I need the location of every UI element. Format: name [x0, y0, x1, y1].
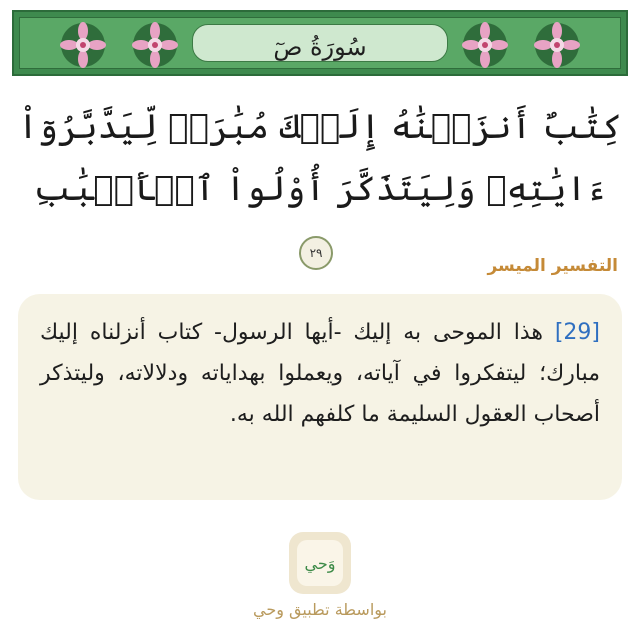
tafsir-text: [40, 312, 600, 435]
tafsir-body: هذا الموحى به إليك -أيها الرسول- كتاب أنزلناه إليك مبارك؛ ليتفكروا في آياته، ويعملوا بهداياته ودلالاته، وليتذكر أصحاب العقول السليمة ما كلفهم الله به.: [40, 320, 600, 427]
wahy-app-logo: [289, 532, 351, 594]
right-inner-rosette-icon: [460, 20, 510, 70]
banner-title-cartouche: [192, 24, 448, 62]
ayah-text: كِتَٰبٌ أَنزَلۡنَٰهُ إِلَيۡكَ مُبَٰرَكٞ لِّيَدَّبَّرُوٓاْ ءَايَٰتِهِۦ وَلِيَتَذَكَّرَ أُوْلُواْ ٱلۡأَلۡبَٰبِ: [18, 107, 622, 209]
tafsir-card: [18, 294, 622, 500]
logo-inner-tile: [297, 540, 343, 586]
ayah-number-marker: ٢٩: [299, 236, 333, 270]
surah-name: سُورَةُ صٓ: [273, 33, 367, 61]
left-inner-rosette-icon: [130, 20, 180, 70]
verse-reference: [29]: [554, 320, 600, 345]
right-outer-rosette-icon: [532, 20, 582, 70]
logo-wordmark: وَحي: [304, 553, 336, 573]
footer-attribution: بواسطة تطبيق وحي: [253, 600, 387, 619]
tafsir-section-title: التفسير الميسر: [487, 256, 618, 276]
ayah-text-block: [18, 96, 622, 282]
banner-frame: [19, 17, 621, 69]
left-outer-rosette-icon: [58, 20, 108, 70]
surah-banner: [12, 10, 628, 76]
